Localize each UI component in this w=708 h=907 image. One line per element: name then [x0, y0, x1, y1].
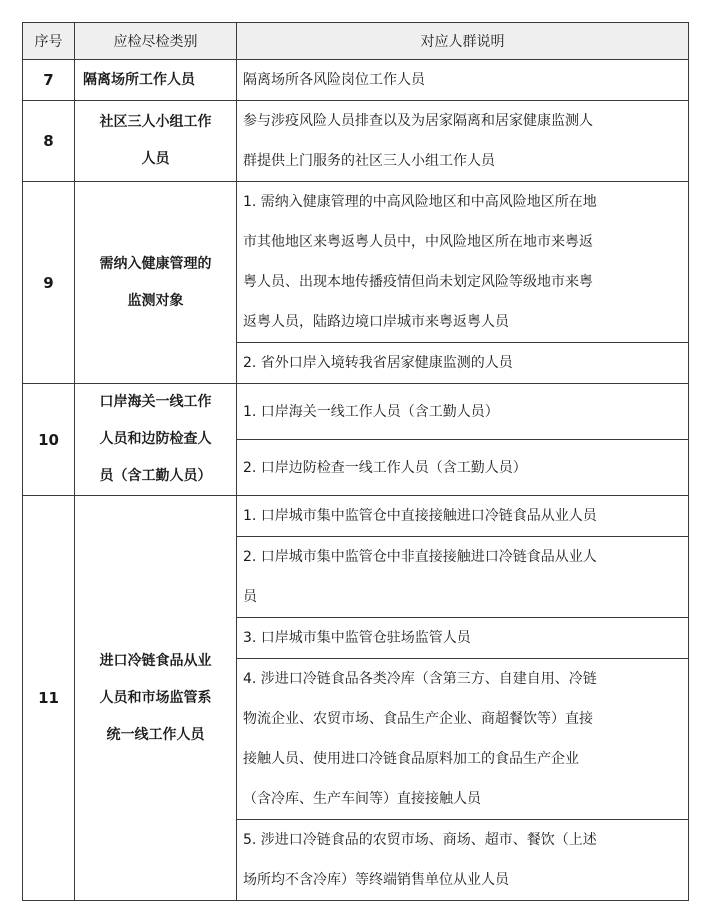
description-line: 员: [243, 589, 257, 605]
row-description: [237, 618, 689, 659]
description-line: 参与涉疫风险人员排查以及为居家隔离和居家健康监测人: [243, 113, 593, 129]
description-line: 隔离场所各风险岗位工作人员: [243, 72, 425, 88]
row-description: [237, 496, 689, 537]
category-line: 人员和市场监管系: [99, 689, 212, 706]
description-line: 返粤人员，陆路边境口岸城市来粤返粤人员: [243, 314, 509, 330]
table-row: [23, 182, 689, 343]
description-line: 市其他地区来粤返粤人员中，中风险地区所在地市来粤返: [243, 234, 593, 250]
description-line: 2. 省外口岸入境转我省居家健康监测的人员: [243, 355, 513, 371]
description-line: 2. 口岸边防检查一线工作人员（含工勤人员）: [243, 459, 527, 476]
row-category: [75, 384, 237, 496]
header-category: 应检尽检类别: [75, 23, 237, 60]
description-line: 4. 涉进口冷链食品各类冷库（含第三方、自建自用、冷链: [243, 671, 597, 687]
category-line: 社区三人小组工作: [99, 114, 212, 130]
table-header-row: [23, 23, 689, 60]
row-description: [237, 101, 689, 182]
description-line: 物流企业、农贸市场、食品生产企业、商超餐饮等）直接: [243, 711, 593, 727]
row-description: [237, 384, 689, 440]
description-line: 接触人员、使用进口冷链食品原料加工的食品生产企业: [243, 751, 579, 767]
category-line: 隔离场所工作人员: [83, 71, 195, 88]
row-number: 11: [23, 496, 75, 901]
description-line: 3. 口岸城市集中监管仓驻场监管人员: [243, 630, 471, 646]
inspection-table: [22, 22, 689, 901]
table-row: [23, 384, 689, 440]
row-description: [237, 537, 689, 618]
row-description: [237, 820, 689, 901]
row-category: [75, 496, 237, 901]
category-line: 员（含工勤人员）: [99, 468, 212, 484]
category-line: 人员: [141, 151, 170, 167]
row-number: 10: [23, 384, 75, 496]
table-row: [23, 496, 689, 537]
header-description: 对应人群说明: [237, 23, 689, 60]
category-line: 需纳入健康管理的: [99, 255, 212, 272]
category-line: 监测对象: [127, 292, 184, 309]
row-number: 8: [23, 101, 75, 182]
header-no: 序号: [23, 23, 75, 60]
row-description: [237, 440, 689, 496]
description-line: 场所均不含冷库）等终端销售单位从业人员: [243, 872, 509, 888]
row-description: [237, 60, 689, 101]
row-number: 7: [23, 60, 75, 101]
description-line: 1. 口岸海关一线工作人员（含工勤人员）: [243, 403, 499, 420]
description-line: 1. 口岸城市集中监管仓中直接接触进口冷链食品从业人员: [243, 508, 597, 524]
table-body: [23, 60, 689, 901]
category-line: 统一线工作人员: [106, 726, 205, 743]
row-number: 9: [23, 182, 75, 384]
table-row: [23, 101, 689, 182]
row-category: [75, 60, 237, 101]
category-line: 人员和边防检查人: [99, 431, 212, 447]
description-line: 群提供上门服务的社区三人小组工作人员: [243, 153, 495, 169]
category-line: 口岸海关一线工作: [99, 394, 212, 410]
description-line: 2. 口岸城市集中监管仓中非直接接触进口冷链食品从业人: [243, 549, 597, 565]
row-category: [75, 101, 237, 182]
row-description: [237, 659, 689, 820]
row-description: [237, 182, 689, 343]
category-line: 进口冷链食品从业: [99, 652, 212, 669]
description-line: 5. 涉进口冷链食品的农贸市场、商场、超市、餐饮（上述: [243, 832, 597, 848]
description-line: （含冷库、生产车间等）直接接触人员: [243, 791, 481, 807]
description-line: 1. 需纳入健康管理的中高风险地区和中高风险地区所在地: [243, 194, 597, 210]
row-description: [237, 343, 689, 384]
description-line: 粤人员、出现本地传播疫情但尚未划定风险等级地市来粤: [243, 274, 593, 290]
table-row: [23, 60, 689, 101]
row-category: [75, 182, 237, 384]
